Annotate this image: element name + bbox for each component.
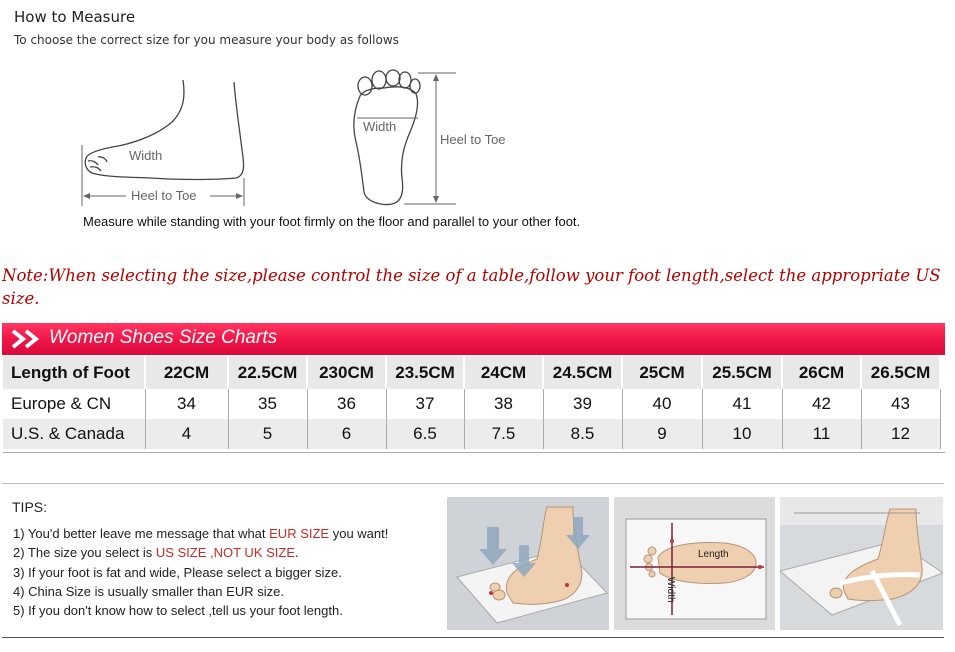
top-width-label: Width xyxy=(363,119,397,134)
table-header-cell: 24.5CM xyxy=(543,356,622,389)
table-cell: 8.5 xyxy=(543,419,622,449)
photo-length-label: Length xyxy=(698,549,729,560)
table-cell: 42 xyxy=(782,389,861,419)
table-cell: U.S. & Canada xyxy=(3,419,145,449)
table-cell: 6 xyxy=(307,419,386,449)
tip-item: 1) You'd better leave me message that what EUR SIZE you want! xyxy=(13,526,389,541)
table-row xyxy=(3,419,940,449)
table-cell: 7.5 xyxy=(464,419,543,449)
table-header-cell: 26CM xyxy=(782,356,861,389)
tip-item: 4) China Size is usually smaller than EUR size. xyxy=(13,584,284,599)
table-header-row xyxy=(3,356,940,389)
table-cell: 11 xyxy=(782,419,861,449)
table-header-cell: 25CM xyxy=(622,356,702,389)
tip-item: 3) If your foot is fat and wide, Please select a bigger size. xyxy=(13,565,342,580)
table-cell: 37 xyxy=(386,389,464,419)
tip-item: 2) The size you select is US SIZE ,NOT UK SIZE. xyxy=(13,545,299,560)
foot-ruler-icon xyxy=(614,497,775,630)
table-cell: Europe & CN xyxy=(3,389,145,419)
table-header-cell: Length of Foot xyxy=(3,356,145,389)
table-bottom-rule xyxy=(3,452,945,458)
table-cell: 34 xyxy=(145,389,228,419)
tips-title: TIPS: xyxy=(12,499,48,515)
table-header-cell: 23.5CM xyxy=(386,356,464,389)
table-cell: 12 xyxy=(861,419,940,449)
tip-item: 5) If you don't know how to select ,tell us your foot length. xyxy=(13,603,343,618)
foot-tape-measure-icon xyxy=(780,497,943,630)
table-header-cell: 26.5CM xyxy=(861,356,940,389)
table-row xyxy=(3,389,940,419)
foot-measured-photo xyxy=(614,497,775,630)
table-cell: 9 xyxy=(622,419,702,449)
table-cell: 43 xyxy=(861,389,940,419)
foot-on-paper-icon xyxy=(447,497,609,630)
photo-width-label: Width xyxy=(665,577,676,603)
table-cell: 6.5 xyxy=(386,419,464,449)
side-length-label: Heel to Toe xyxy=(131,188,197,203)
table-cell: 36 xyxy=(307,389,386,419)
table-header-cell: 22CM xyxy=(145,356,228,389)
side-width-label: Width xyxy=(129,148,163,163)
measure-title: How to Measure xyxy=(14,8,136,26)
foot-tape-photo xyxy=(780,497,943,630)
foot-standing-photo xyxy=(447,497,609,630)
top-length-label: Heel to Toe xyxy=(440,132,506,147)
side-view-foot-icon xyxy=(85,80,243,180)
table-cell: 39 xyxy=(543,389,622,419)
measure-subtitle: To choose the correct size for you measure your body as follows xyxy=(14,33,399,47)
size-chart-table xyxy=(3,356,941,449)
size-note: Note:When selecting the size,please control the size of a table,follow your foot length,select the appropriate US size. xyxy=(2,266,941,308)
table-cell: 35 xyxy=(228,389,307,419)
table-cell: 38 xyxy=(464,389,543,419)
size-chart-title: Women Shoes Size Charts xyxy=(49,327,278,348)
top-view-foot-icon xyxy=(354,70,420,205)
table-cell: 4 xyxy=(145,419,228,449)
table-cell: 40 xyxy=(622,389,702,419)
table-cell: 5 xyxy=(228,419,307,449)
table-cell: 41 xyxy=(702,389,782,419)
double-chevron-right-icon xyxy=(10,328,44,350)
table-header-cell: 25.5CM xyxy=(702,356,782,389)
table-header-cell: 230CM xyxy=(307,356,386,389)
table-header-cell: 24CM xyxy=(464,356,543,389)
measure-instruction: Measure while standing with your foot firmly on the floor and parallel to your other foot. xyxy=(83,214,581,229)
size-chart-banner xyxy=(2,323,945,355)
table-header-cell: 22.5CM xyxy=(228,356,307,389)
table-cell: 10 xyxy=(702,419,782,449)
